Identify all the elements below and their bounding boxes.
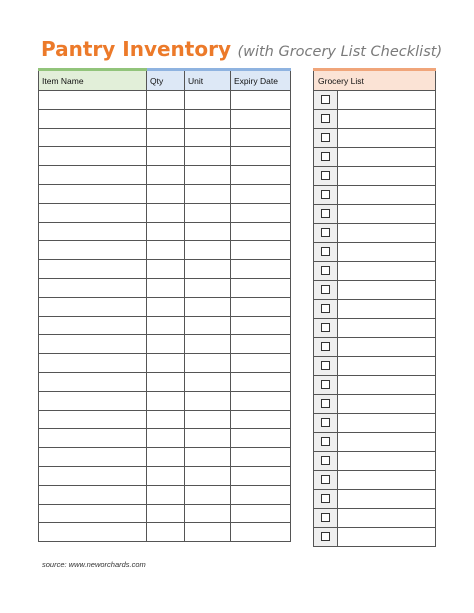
header-unit: Unit xyxy=(185,70,231,91)
checkbox-cell xyxy=(314,452,338,471)
checkbox-cell xyxy=(314,281,338,300)
inventory-table xyxy=(38,68,291,542)
checkbox-cell xyxy=(314,471,338,490)
header-expiry-date: Expiry Date xyxy=(231,70,291,91)
unit-cell[interactable] xyxy=(185,410,231,429)
checkbox-cell xyxy=(314,148,338,167)
checkbox-cell xyxy=(314,338,338,357)
grocery-item-cell[interactable] xyxy=(338,300,436,319)
checkbox-cell xyxy=(314,262,338,281)
expiry-date-cell[interactable] xyxy=(231,166,291,185)
grocery-item-cell[interactable] xyxy=(338,243,436,262)
qty-cell[interactable] xyxy=(147,448,185,467)
checkbox-icon[interactable] xyxy=(321,513,330,522)
qty-cell[interactable] xyxy=(147,316,185,335)
expiry-date-cell[interactable] xyxy=(231,504,291,523)
checkbox-cell xyxy=(314,224,338,243)
qty-cell[interactable] xyxy=(147,260,185,279)
inventory-row xyxy=(39,128,291,147)
checkbox-cell xyxy=(314,205,338,224)
checkbox-cell xyxy=(314,186,338,205)
expiry-date-cell[interactable] xyxy=(231,523,291,542)
item-name-cell[interactable] xyxy=(39,410,147,429)
checkbox-cell xyxy=(314,300,338,319)
qty-cell[interactable] xyxy=(147,222,185,241)
title-main: Pantry Inventory xyxy=(41,37,231,61)
grocery-item-cell[interactable] xyxy=(338,319,436,338)
unit-cell[interactable] xyxy=(185,429,231,448)
header-item-name: Item Name xyxy=(39,70,147,91)
item-name-cell[interactable] xyxy=(39,109,147,128)
qty-cell[interactable] xyxy=(147,147,185,166)
qty-cell[interactable] xyxy=(147,203,185,222)
checkbox-cell xyxy=(314,509,338,528)
item-name-cell[interactable] xyxy=(39,203,147,222)
expiry-date-cell[interactable] xyxy=(231,410,291,429)
checkbox-icon[interactable] xyxy=(321,380,330,389)
expiry-date-cell[interactable] xyxy=(231,109,291,128)
grocery-row xyxy=(314,357,436,376)
expiry-date-cell[interactable] xyxy=(231,147,291,166)
checkbox-icon[interactable] xyxy=(321,133,330,142)
expiry-date-cell[interactable] xyxy=(231,91,291,110)
grocery-item-cell[interactable] xyxy=(338,338,436,357)
expiry-date-cell[interactable] xyxy=(231,354,291,373)
grocery-row xyxy=(314,224,436,243)
item-name-cell[interactable] xyxy=(39,354,147,373)
inventory-row xyxy=(39,241,291,260)
checkbox-cell xyxy=(314,319,338,338)
checkbox-icon[interactable] xyxy=(321,171,330,180)
qty-cell[interactable] xyxy=(147,372,185,391)
qty-cell[interactable] xyxy=(147,485,185,504)
expiry-date-cell[interactable] xyxy=(231,297,291,316)
item-name-cell[interactable] xyxy=(39,297,147,316)
expiry-date-cell[interactable] xyxy=(231,391,291,410)
source-credit: source: www.neworchards.com xyxy=(42,560,146,569)
grocery-row xyxy=(314,376,436,395)
unit-cell[interactable] xyxy=(185,448,231,467)
checkbox-icon[interactable] xyxy=(321,532,330,541)
item-name-cell[interactable] xyxy=(39,241,147,260)
grocery-row xyxy=(314,471,436,490)
checkbox-cell xyxy=(314,376,338,395)
header-qty: Qty xyxy=(147,70,185,91)
checkbox-icon[interactable] xyxy=(321,209,330,218)
item-name-cell[interactable] xyxy=(39,391,147,410)
checkbox-icon[interactable] xyxy=(321,114,330,123)
checkbox-icon[interactable] xyxy=(321,399,330,408)
checkbox-icon[interactable] xyxy=(321,456,330,465)
unit-cell[interactable] xyxy=(185,335,231,354)
grocery-row xyxy=(314,110,436,129)
checkbox-icon[interactable] xyxy=(321,190,330,199)
grocery-row xyxy=(314,243,436,262)
grocery-item-cell[interactable] xyxy=(338,414,436,433)
grocery-item-cell[interactable] xyxy=(338,224,436,243)
unit-cell[interactable] xyxy=(185,166,231,185)
checkbox-cell xyxy=(314,414,338,433)
inventory-row xyxy=(39,147,291,166)
grocery-row xyxy=(314,167,436,186)
inventory-row xyxy=(39,184,291,203)
inventory-row xyxy=(39,485,291,504)
inventory-row xyxy=(39,504,291,523)
unit-cell[interactable] xyxy=(185,523,231,542)
item-name-cell[interactable] xyxy=(39,485,147,504)
grocery-item-cell[interactable] xyxy=(338,433,436,452)
expiry-date-cell[interactable] xyxy=(231,184,291,203)
qty-cell[interactable] xyxy=(147,109,185,128)
inventory-row xyxy=(39,410,291,429)
item-name-cell[interactable] xyxy=(39,91,147,110)
unit-cell[interactable] xyxy=(185,109,231,128)
inventory-row xyxy=(39,297,291,316)
item-name-cell[interactable] xyxy=(39,128,147,147)
item-name-cell[interactable] xyxy=(39,504,147,523)
item-name-cell[interactable] xyxy=(39,429,147,448)
item-name-cell[interactable] xyxy=(39,523,147,542)
grocery-item-cell[interactable] xyxy=(338,471,436,490)
checkbox-icon[interactable] xyxy=(321,342,330,351)
unit-cell[interactable] xyxy=(185,222,231,241)
inventory-row xyxy=(39,429,291,448)
grocery-item-cell[interactable] xyxy=(338,129,436,148)
qty-cell[interactable] xyxy=(147,391,185,410)
expiry-date-cell[interactable] xyxy=(231,466,291,485)
qty-cell[interactable] xyxy=(147,184,185,203)
unit-cell[interactable] xyxy=(185,316,231,335)
unit-cell[interactable] xyxy=(185,504,231,523)
grocery-item-cell[interactable] xyxy=(338,509,436,528)
inventory-row xyxy=(39,91,291,110)
grocery-row xyxy=(314,395,436,414)
qty-cell[interactable] xyxy=(147,410,185,429)
expiry-date-cell[interactable] xyxy=(231,222,291,241)
checkbox-cell xyxy=(314,357,338,376)
inventory-row xyxy=(39,109,291,128)
expiry-date-cell[interactable] xyxy=(231,448,291,467)
item-name-cell[interactable] xyxy=(39,466,147,485)
grocery-item-cell[interactable] xyxy=(338,91,436,110)
qty-cell[interactable] xyxy=(147,523,185,542)
inventory-row xyxy=(39,354,291,373)
unit-cell[interactable] xyxy=(185,241,231,260)
inventory-row xyxy=(39,466,291,485)
grocery-list-table xyxy=(313,68,436,547)
item-name-cell[interactable] xyxy=(39,278,147,297)
unit-cell[interactable] xyxy=(185,372,231,391)
grocery-header-row xyxy=(314,70,436,91)
grocery-row xyxy=(314,129,436,148)
checkbox-cell xyxy=(314,129,338,148)
grocery-item-cell[interactable] xyxy=(338,357,436,376)
inventory-row xyxy=(39,335,291,354)
qty-cell[interactable] xyxy=(147,166,185,185)
inventory-row xyxy=(39,316,291,335)
item-name-cell[interactable] xyxy=(39,166,147,185)
checkbox-icon[interactable] xyxy=(321,494,330,503)
inventory-row xyxy=(39,448,291,467)
expiry-date-cell[interactable] xyxy=(231,372,291,391)
unit-cell[interactable] xyxy=(185,354,231,373)
qty-cell[interactable] xyxy=(147,128,185,147)
qty-cell[interactable] xyxy=(147,429,185,448)
expiry-date-cell[interactable] xyxy=(231,429,291,448)
checkbox-icon[interactable] xyxy=(321,323,330,332)
unit-cell[interactable] xyxy=(185,278,231,297)
expiry-date-cell[interactable] xyxy=(231,485,291,504)
title-subtitle: (with Grocery List Checklist) xyxy=(237,44,443,60)
checkbox-icon[interactable] xyxy=(321,152,330,161)
grocery-row xyxy=(314,262,436,281)
expiry-date-cell[interactable] xyxy=(231,316,291,335)
inventory-row xyxy=(39,260,291,279)
checkbox-icon[interactable] xyxy=(321,285,330,294)
inventory-row xyxy=(39,391,291,410)
grocery-item-cell[interactable] xyxy=(338,148,436,167)
inventory-header-row xyxy=(39,70,291,91)
item-name-cell[interactable] xyxy=(39,260,147,279)
grocery-item-cell[interactable] xyxy=(338,205,436,224)
qty-cell[interactable] xyxy=(147,466,185,485)
checkbox-cell xyxy=(314,395,338,414)
unit-cell[interactable] xyxy=(185,203,231,222)
item-name-cell[interactable] xyxy=(39,372,147,391)
grocery-row xyxy=(314,91,436,110)
grocery-row xyxy=(314,490,436,509)
item-name-cell[interactable] xyxy=(39,147,147,166)
grocery-row xyxy=(314,319,436,338)
grocery-item-cell[interactable] xyxy=(338,490,436,509)
checkbox-icon[interactable] xyxy=(321,437,330,446)
grocery-row xyxy=(314,205,436,224)
checkbox-icon[interactable] xyxy=(321,228,330,237)
qty-cell[interactable] xyxy=(147,278,185,297)
grocery-row xyxy=(314,414,436,433)
inventory-row xyxy=(39,278,291,297)
grocery-item-cell[interactable] xyxy=(338,167,436,186)
expiry-date-cell[interactable] xyxy=(231,203,291,222)
checkbox-icon[interactable] xyxy=(321,304,330,313)
grocery-row xyxy=(314,452,436,471)
unit-cell[interactable] xyxy=(185,297,231,316)
unit-cell[interactable] xyxy=(185,91,231,110)
qty-cell[interactable] xyxy=(147,241,185,260)
grocery-row xyxy=(314,300,436,319)
grocery-item-cell[interactable] xyxy=(338,110,436,129)
unit-cell[interactable] xyxy=(185,391,231,410)
unit-cell[interactable] xyxy=(185,147,231,166)
qty-cell[interactable] xyxy=(147,335,185,354)
inventory-row xyxy=(39,222,291,241)
grocery-item-cell[interactable] xyxy=(338,186,436,205)
checkbox-cell xyxy=(314,110,338,129)
unit-cell[interactable] xyxy=(185,184,231,203)
inventory-row xyxy=(39,372,291,391)
grocery-row xyxy=(314,528,436,547)
item-name-cell[interactable] xyxy=(39,448,147,467)
inventory-row xyxy=(39,166,291,185)
unit-cell[interactable] xyxy=(185,128,231,147)
qty-cell[interactable] xyxy=(147,504,185,523)
grocery-row xyxy=(314,433,436,452)
qty-cell[interactable] xyxy=(147,297,185,316)
checkbox-icon[interactable] xyxy=(321,361,330,370)
inventory-row xyxy=(39,523,291,542)
grocery-row xyxy=(314,509,436,528)
checkbox-cell xyxy=(314,528,338,547)
unit-cell[interactable] xyxy=(185,466,231,485)
grocery-item-cell[interactable] xyxy=(338,395,436,414)
item-name-cell[interactable] xyxy=(39,184,147,203)
grocery-item-cell[interactable] xyxy=(338,452,436,471)
expiry-date-cell[interactable] xyxy=(231,260,291,279)
checkbox-cell xyxy=(314,490,338,509)
grocery-row xyxy=(314,281,436,300)
checkbox-icon[interactable] xyxy=(321,95,330,104)
item-name-cell[interactable] xyxy=(39,316,147,335)
checkbox-cell xyxy=(314,91,338,110)
grocery-item-cell[interactable] xyxy=(338,528,436,547)
checkbox-cell xyxy=(314,433,338,452)
checkbox-icon[interactable] xyxy=(321,247,330,256)
qty-cell[interactable] xyxy=(147,354,185,373)
expiry-date-cell[interactable] xyxy=(231,128,291,147)
grocery-row xyxy=(314,338,436,357)
grocery-row xyxy=(314,148,436,167)
qty-cell[interactable] xyxy=(147,91,185,110)
grocery-row xyxy=(314,186,436,205)
grocery-item-cell[interactable] xyxy=(338,262,436,281)
expiry-date-cell[interactable] xyxy=(231,335,291,354)
checkbox-icon[interactable] xyxy=(321,418,330,427)
grocery-item-cell[interactable] xyxy=(338,281,436,300)
expiry-date-cell[interactable] xyxy=(231,241,291,260)
checkbox-cell xyxy=(314,243,338,262)
page-title xyxy=(41,35,442,66)
grocery-list-header: Grocery List xyxy=(314,70,436,91)
checkbox-cell xyxy=(314,167,338,186)
item-name-cell[interactable] xyxy=(39,335,147,354)
grocery-item-cell[interactable] xyxy=(338,376,436,395)
expiry-date-cell[interactable] xyxy=(231,278,291,297)
item-name-cell[interactable] xyxy=(39,222,147,241)
unit-cell[interactable] xyxy=(185,485,231,504)
unit-cell[interactable] xyxy=(185,260,231,279)
checkbox-icon[interactable] xyxy=(321,475,330,484)
checkbox-icon[interactable] xyxy=(321,266,330,275)
inventory-row xyxy=(39,203,291,222)
